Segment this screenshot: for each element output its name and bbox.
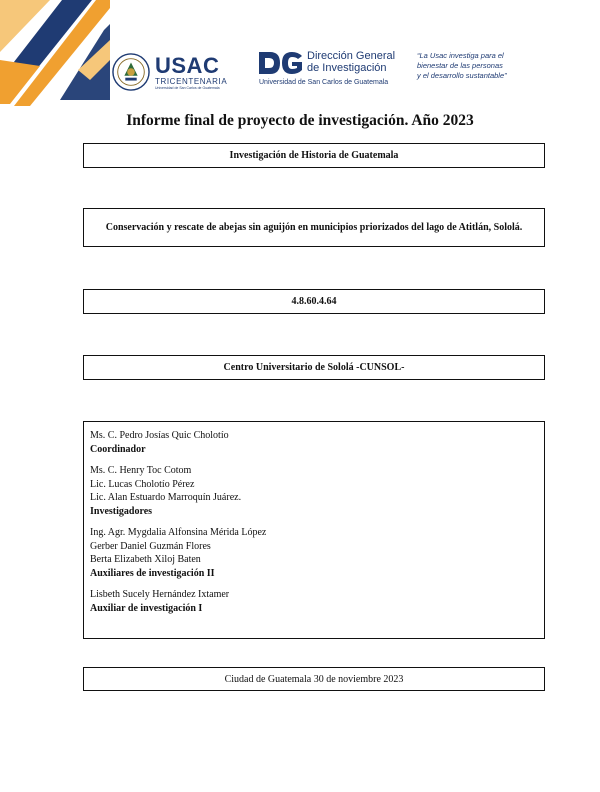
dgi-name-line1: Dirección General: [307, 50, 396, 62]
assistants2-role: Auxiliares de investigación II: [90, 567, 215, 579]
project-title: Conservación y rescate de abejas sin aguijón en municipios priorizados del lago de Atitlán, Sololá.: [105, 222, 523, 233]
researchers-role: Investigadores: [90, 505, 153, 517]
assistant2-name: Berta Elizabeth Xiloj Baten: [90, 554, 201, 565]
place-date-box: [83, 667, 545, 691]
research-team-box: [83, 421, 545, 639]
usac-slogan: [417, 51, 507, 81]
coordinator-role: Coordinador: [90, 443, 146, 455]
project-code: 4.8.60.4.64: [291, 296, 337, 307]
project-title-box: [83, 208, 545, 247]
assistant1-role: Auxiliar de investigación I: [90, 602, 203, 614]
dgi-mark-icon: [258, 50, 304, 76]
assistant1-name: Lisbeth Sucely Hernández Ixtamer: [90, 589, 230, 600]
researcher-name: Ms. C. Henry Toc Cotom: [90, 465, 192, 476]
slogan-line3: y el desarrollo sustantable”: [417, 71, 507, 80]
dgi-logo: [258, 50, 395, 88]
usac-logo: [112, 50, 227, 94]
assistant2-name: Ing. Agr. Mygdalia Alfonsina Mérida López: [90, 527, 267, 538]
usac-subtitle: TRICENTENARIA: [155, 76, 228, 86]
slogan-line2: bienestar de las personas: [417, 61, 503, 70]
academic-unit-box: [83, 355, 545, 380]
program-name: Investigación de Historia de Guatemala: [229, 150, 399, 161]
coordinator-name: Ms. C. Pedro Josías Quic Cholotío: [90, 430, 229, 441]
place-date: Ciudad de Guatemala 30 de noviembre 2023: [224, 673, 404, 685]
dgi-name-line2: de Investigación: [307, 62, 387, 74]
project-code-box: [83, 289, 545, 314]
usac-university-name: Universidad de San Carlos de Guatemala: [155, 85, 220, 90]
dgi-university-name: Universidad de San Carlos de Guatemala: [259, 79, 389, 86]
usac-name: USAC: [155, 52, 220, 78]
researcher-name: Lic. Lucas Cholotío Pérez: [90, 478, 195, 490]
assistant2-name: Gerber Daniel Guzmán Flores: [90, 540, 211, 552]
report-title: Informe final de proyecto de investigación. Año 2023: [126, 112, 474, 129]
usac-seal-icon: [112, 53, 150, 91]
decorative-corner-graphic: [0, 0, 115, 110]
program-box: [83, 143, 545, 168]
academic-unit: Centro Universitario de Sololá -CUNSOL-: [223, 362, 405, 373]
slogan-line1: “La Usac investiga para el: [417, 51, 504, 60]
researcher-name: Lic. Alan Estuardo Marroquín Juárez.: [90, 492, 242, 503]
